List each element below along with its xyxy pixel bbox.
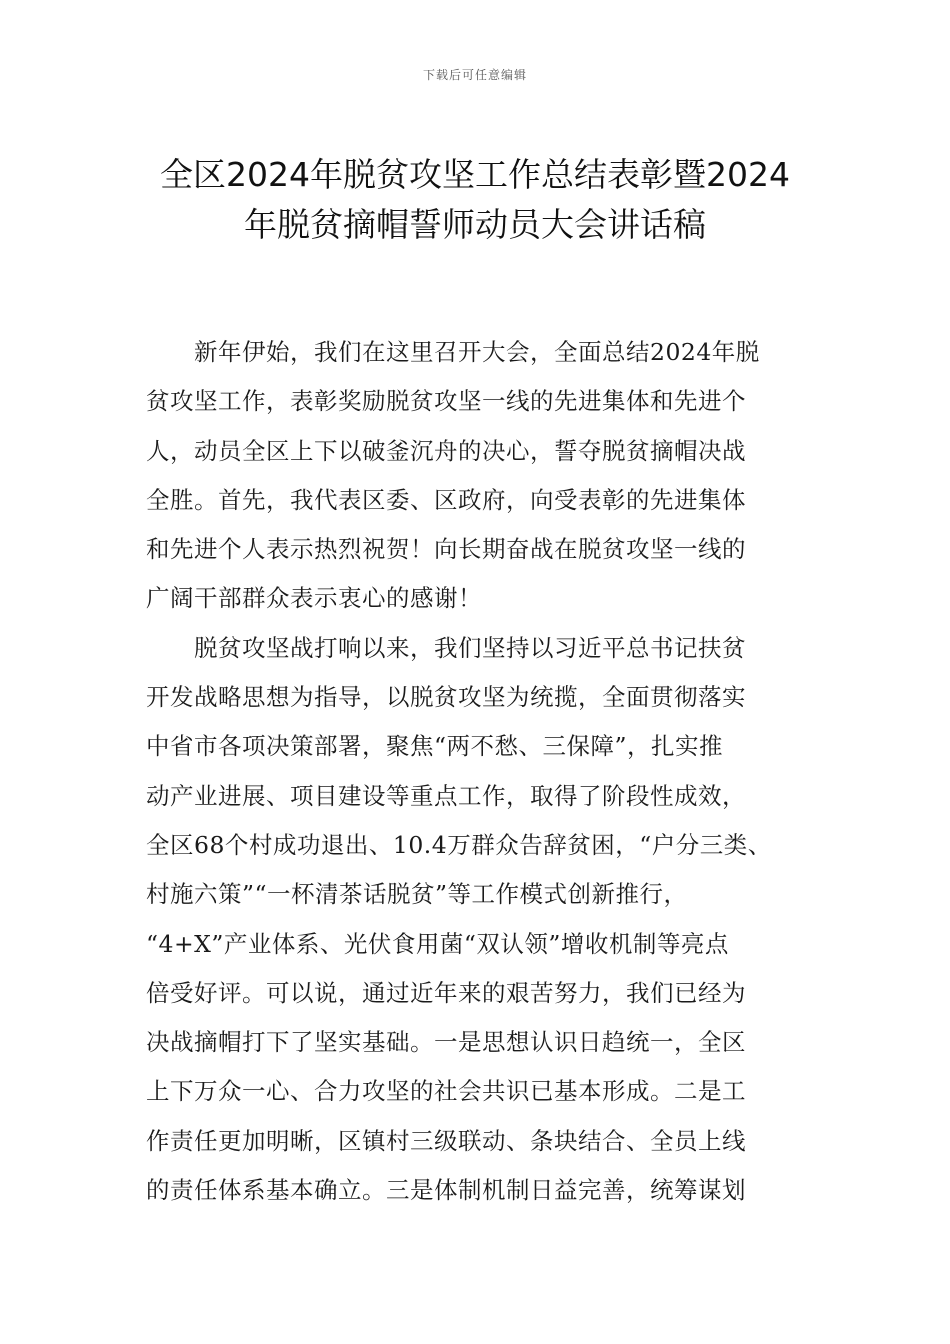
title-line: 全区2024年脱贫攻坚工作总结表彰暨2024 (160, 155, 790, 194)
text-line: 村施六策”“一杯清茶话脱贫”等工作模式创新推行， (146, 880, 688, 909)
text-line: 人，动员全区上下以破釜沉舟的决心，誓夺脱贫摘帽决战 (146, 436, 746, 465)
text-line: 新年伊始，我们在这里召开大会，全面总结2024年脱 (194, 338, 760, 366)
text-line: 全区68个村成功退出、10.4万群众告辞贫困，“户分三类、 (146, 830, 772, 859)
text-line: 倍受好评。可以说，通过近年来的艰苦努力，我们已经为 (146, 978, 746, 1007)
text-line: 贫攻坚工作，表彰奖励脱贫攻坚一线的先进集体和先进个 (146, 387, 746, 416)
paragraph-1 (146, 328, 816, 624)
text-line: 上下万众一心、合力攻坚的社会共识已基本形成。二是工 (146, 1077, 746, 1106)
document-body (146, 328, 816, 1215)
text-line: 和先进个人表示热烈祝贺！向长期奋战在脱贫攻坚一线的 (146, 535, 746, 564)
header-note: 下载后可任意编辑 (422, 68, 527, 82)
text-line: “4+X”产业体系、光伏食用菌“双认领”增收机制等亮点 (146, 929, 729, 958)
paragraph-2 (146, 624, 816, 1216)
text-line: 中省市各项决策部署，聚焦“两不愁、三保障”，扎实推 (146, 732, 724, 761)
title-line: 年脱贫摘帽誓师动员大会讲话稿 (244, 205, 706, 244)
text-line: 决战摘帽打下了坚实基础。一是思想认识日趋统一，全区 (146, 1028, 746, 1057)
text-line: 脱贫攻坚战打响以来，我们坚持以习近平总书记扶贫 (194, 633, 746, 662)
text-line: 的责任体系基本确立。三是体制机制日益完善，统筹谋划 (146, 1176, 746, 1205)
document-title (120, 150, 830, 250)
text-line: 动产业进展、项目建设等重点工作，取得了阶段性成效， (146, 781, 746, 810)
text-line: 开发战略思想为指导，以脱贫攻坚为统揽，全面贯彻落实 (146, 683, 746, 712)
text-line: 全胜。首先，我代表区委、区政府，向受表彰的先进集体 (146, 485, 746, 514)
text-line: 作责任更加明晰，区镇村三级联动、条块结合、全员上线 (146, 1126, 746, 1155)
text-line: 广阔干部群众表示衷心的感谢！ (146, 584, 482, 613)
